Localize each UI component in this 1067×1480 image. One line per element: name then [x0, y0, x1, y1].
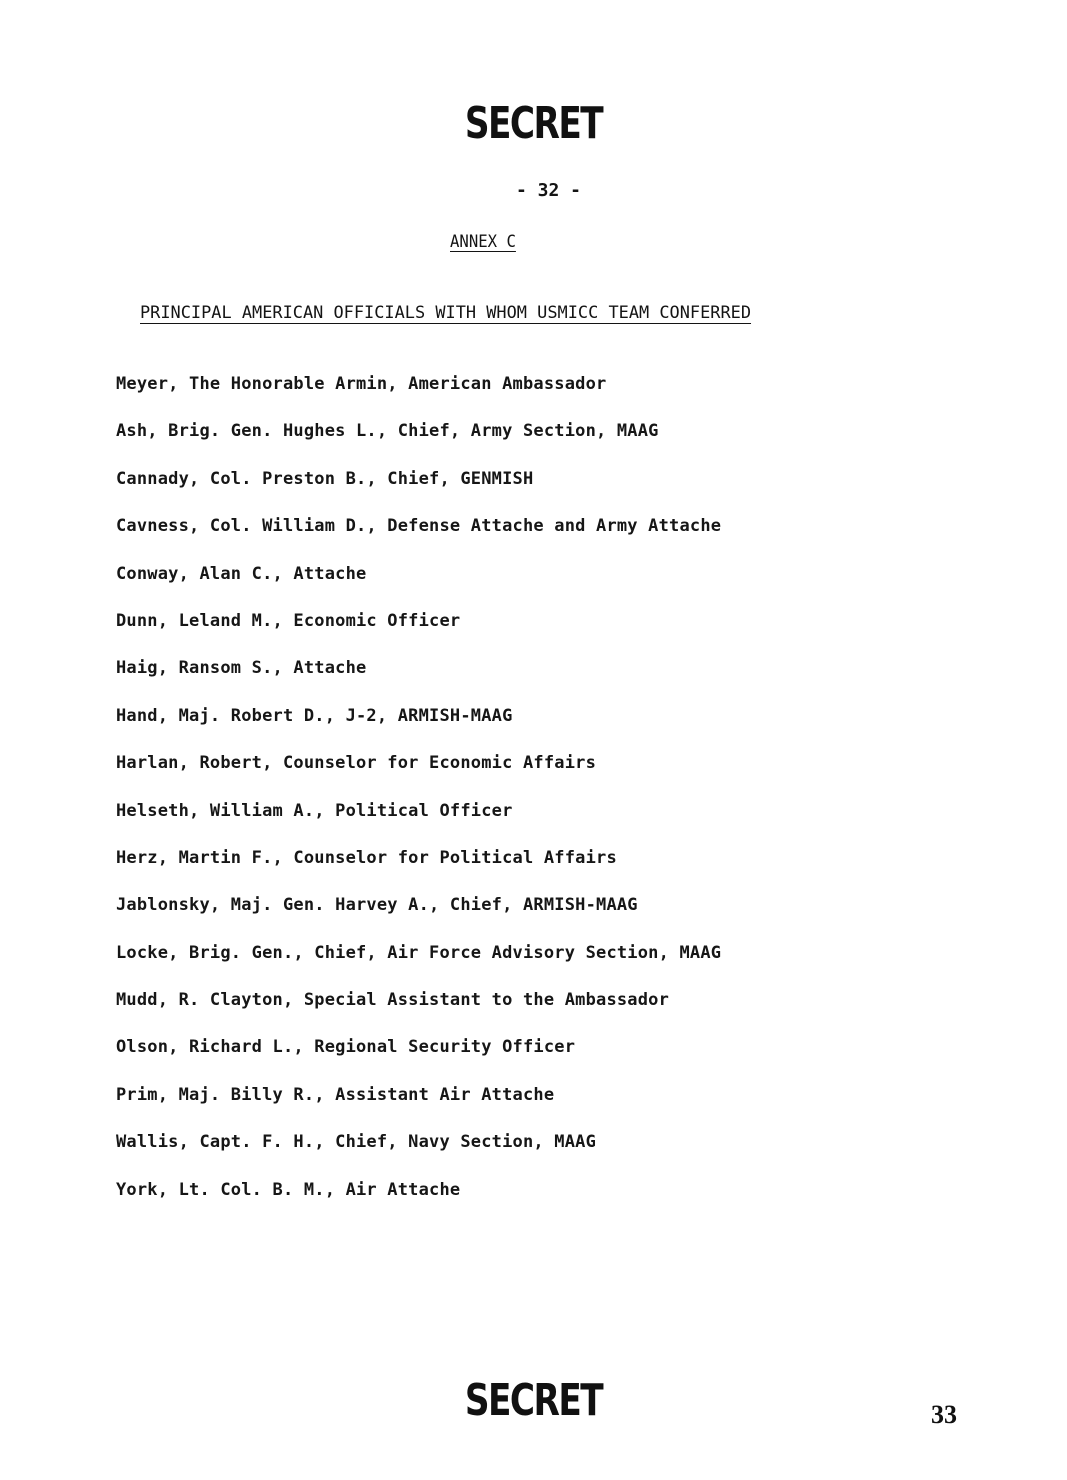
folio-number: 33: [931, 1400, 957, 1429]
official-entry: Olson, Richard L., Regional Security Officer: [116, 1037, 576, 1058]
official-entry: Helseth, William A., Political Officer: [116, 800, 513, 821]
official-entry: Dunn, Leland M., Economic Officer: [116, 610, 461, 631]
official-entry: Cannady, Col. Preston B., Chief, GENMISH: [116, 468, 534, 489]
officials-list: [116, 372, 721, 1225]
official-entry: Locke, Brig. Gen., Chief, Air Force Advisory Section, MAAG: [116, 942, 722, 963]
official-entry: Haig, Ransom S., Attache: [116, 658, 367, 679]
official-entry: Ash, Brig. Gen. Hughes L., Chief, Army Section, MAAG: [116, 421, 659, 442]
official-entry: Wallis, Capt. F. H., Chief, Navy Section, MAAG: [116, 1132, 597, 1153]
official-entry: Meyer, The Honorable Armin, American Ambassador: [116, 374, 607, 394]
official-entry: Hand, Maj. Robert D., J-2, ARMISH-MAAG: [116, 705, 513, 726]
official-entry: York, Lt. Col. B. M., Air Attache: [116, 1179, 461, 1200]
official-entry: Jablonsky, Maj. Gen. Harvey A., Chief, ARMISH-MAAG: [116, 895, 638, 916]
classification-marking-top: SECRET: [464, 98, 603, 149]
annex-title: ANNEX C: [450, 232, 516, 252]
official-entry: Harlan, Robert, Counselor for Economic Affairs: [116, 753, 597, 774]
official-entry: Prim, Maj. Billy R., Assistant Air Attache: [116, 1084, 555, 1105]
classification-marking-bottom: SECRET: [464, 1375, 603, 1426]
official-entry: Conway, Alan C., Attache: [116, 563, 367, 584]
official-entry: Mudd, R. Clayton, Special Assistant to the Ambassador: [116, 990, 670, 1011]
page-number: - 32 -: [515, 180, 582, 201]
section-heading: PRINCIPAL AMERICAN OFFICIALS WITH WHOM USMICC TEAM CONFERRED: [140, 303, 752, 323]
official-entry: Herz, Martin F., Counselor for Political Affairs: [116, 847, 617, 868]
official-entry: Cavness, Col. William D., Defense Attache and Army Attache: [116, 516, 722, 537]
